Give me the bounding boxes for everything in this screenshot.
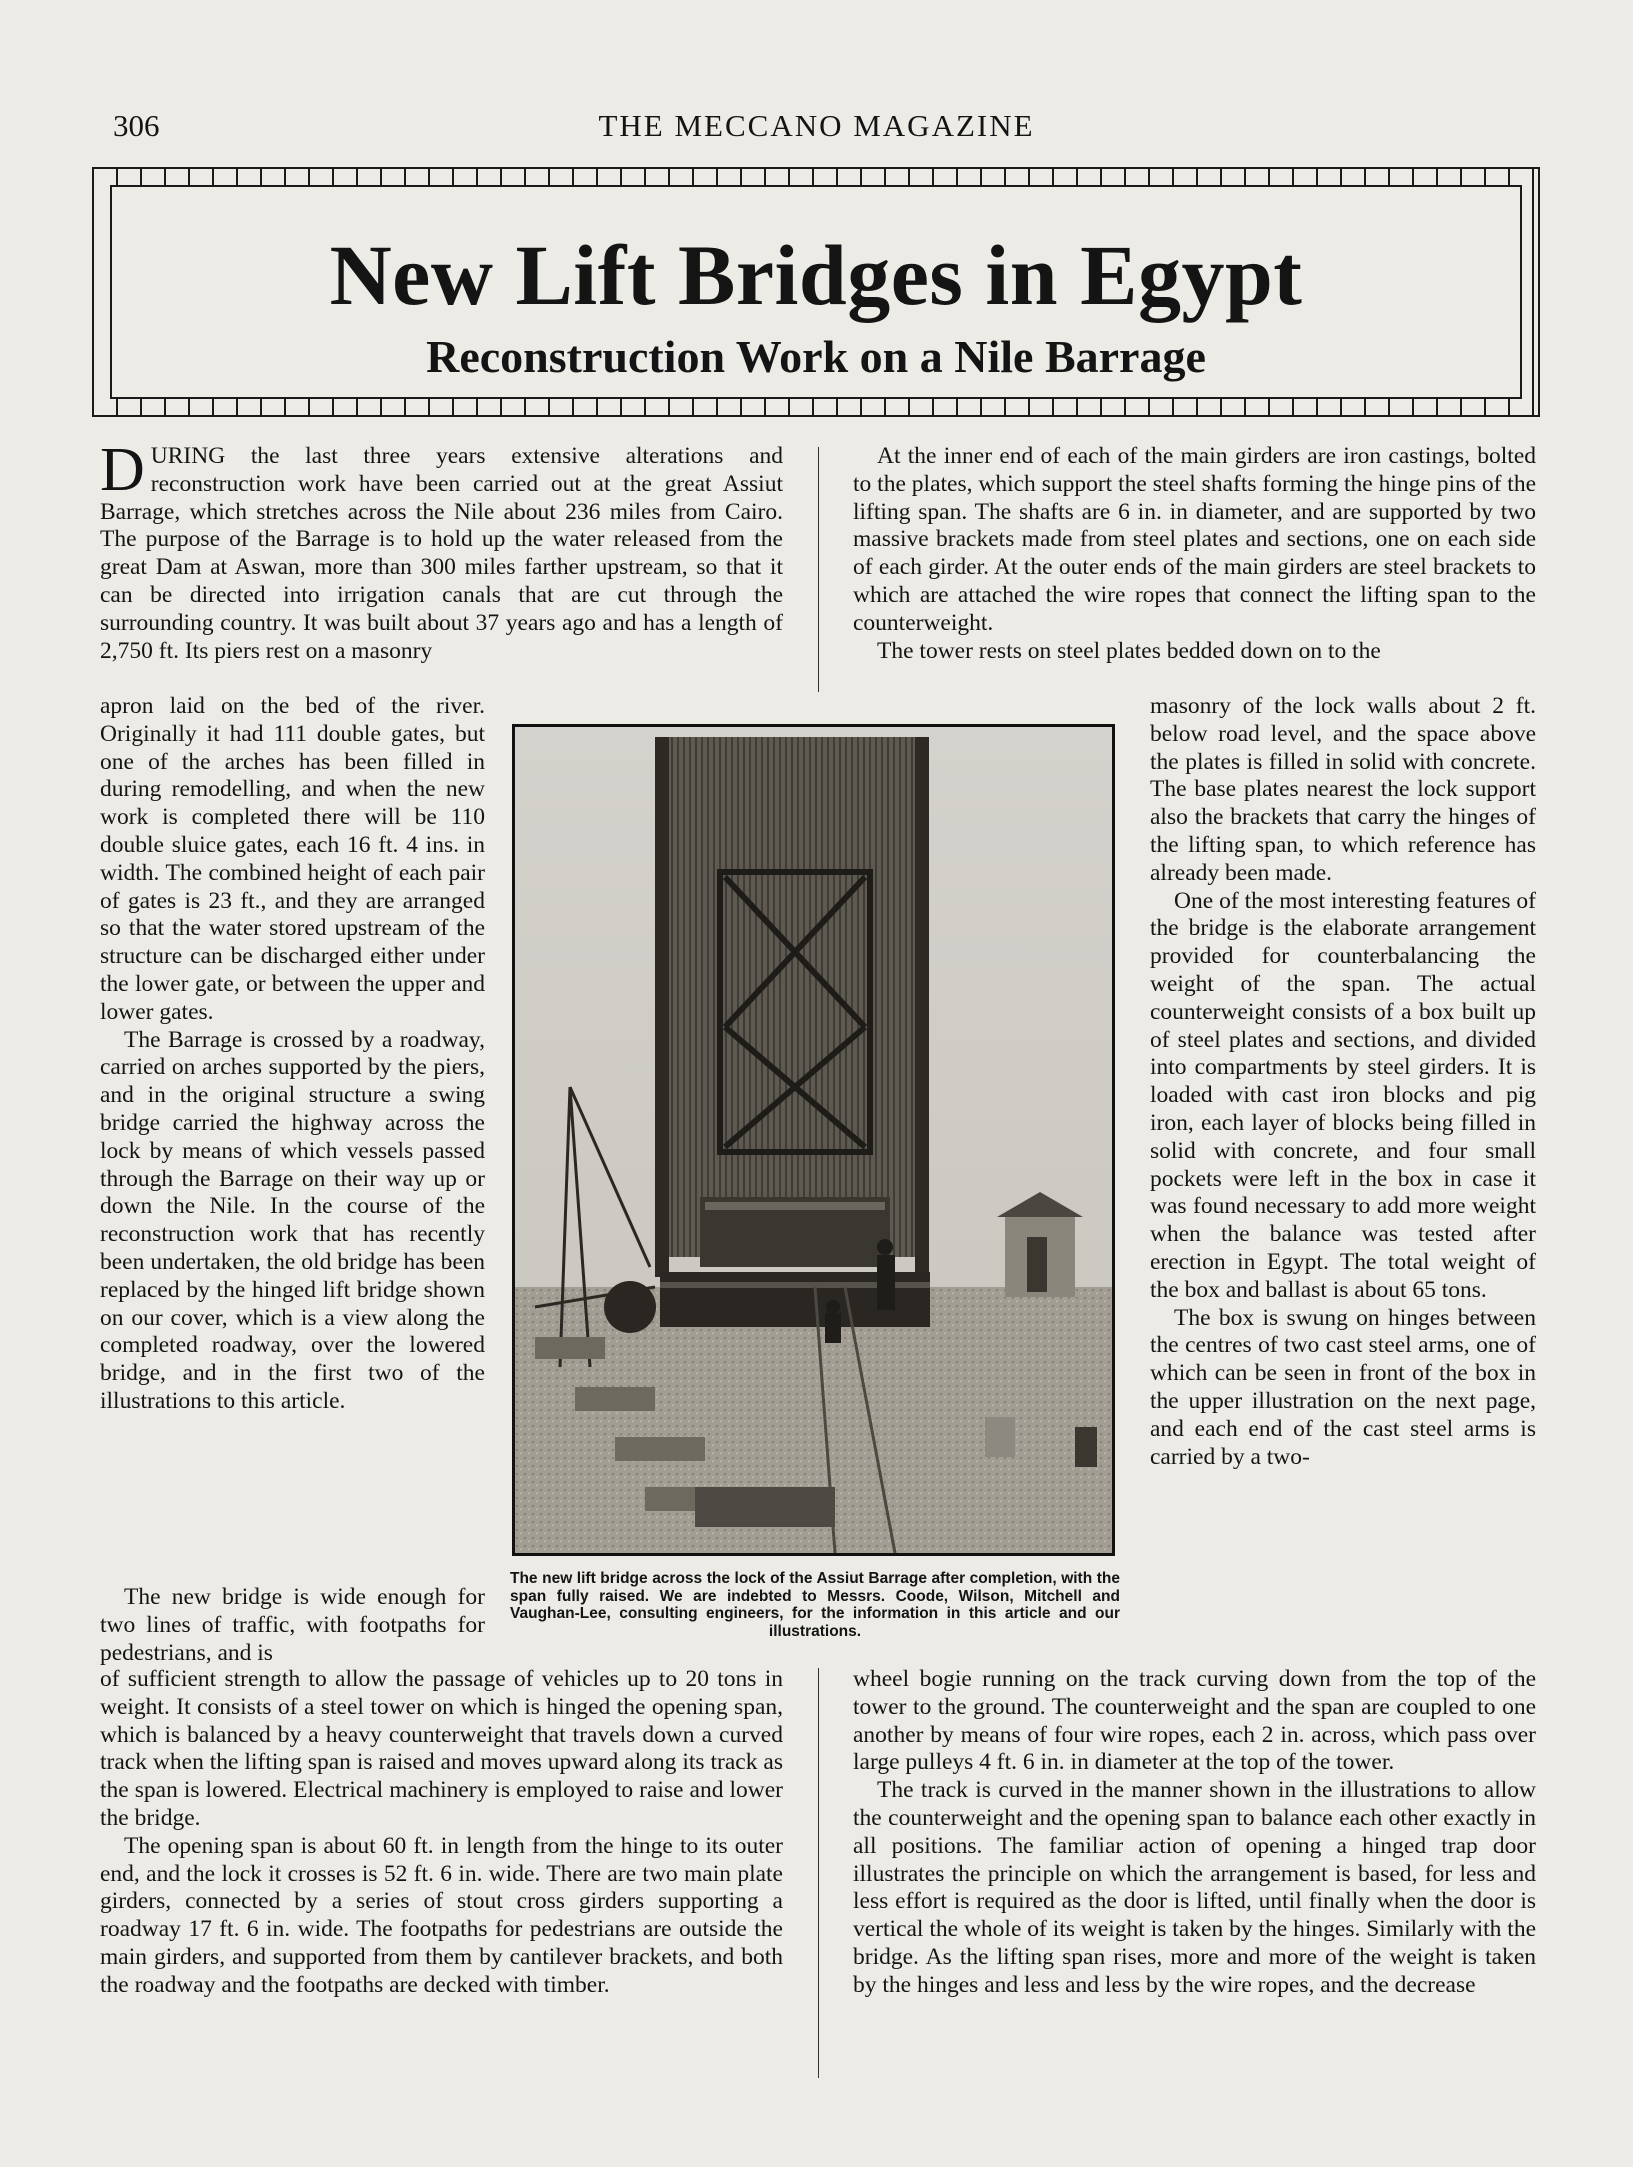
paragraph: The track is curved in the manner shown in the illustrations to allow the counterweight and the opening span to balance each other exactly in all positions. The familiar action of opening a hinged trap door illustrates the principle on which the arrangement is based, for less and less effort is required as the door is lifted, until finally when the door is vertical the whole of its weight is taken by the hinges. Similarly with the bridge. As the lifting span rises, more and more of the weight is taken by the hinges and less and less by the wire ropes, and the decrease (853, 1777, 1536, 1998)
page-number: 306 (113, 108, 160, 143)
drop-cap: D (100, 436, 145, 504)
article-title: New Lift Bridges in Egypt (329, 227, 1303, 323)
paragraph: The opening span is about 60 ft. in length from the hinge to its outer end, and the lock it crosses is 52 ft. 6 in. wide. There are two main plate girders, connected by a series of stout cross girders supporting a roadway 17 ft. 6 in. wide. The footpaths for pedestrians are outside the main girders, and supported from them by cantilever brackets, and both the roadway and the footpaths are decked with timber. (100, 1832, 783, 1998)
right-column-top (853, 443, 1536, 665)
bridge-photograph (512, 724, 1115, 1556)
paragraph: of sufficient strength to allow the passage of vehicles up to 20 tons in weight. It consists of a steel tower on which is hinged the opening span, which is balanced by a heavy counterweight that travels down a curved track when the lifting span is raised and moves upward along its track as the span is lowered. Electrical machinery is employed to raise and lower the bridge. (100, 1666, 783, 1831)
paragraph: apron laid on the bed of the river. Originally it had 111 double gates, but one of the arches has been filled in during remodelling, and when the new work is completed there will be 110 double sluice gates, each 16 ft. 4 ins. in width. The combined height of each pair of gates is 23 ft., and they are arranged so that the water stored upstream of the structure can be discharged either under the lower gate, or between the upper and lower gates. (100, 693, 485, 1025)
figure-caption: The new lift bridge across the lock of the Assiut Barrage after completion, with the span fully raised. We are indebted to Messrs. Coode, Wilson, Mitchell and Vaughan-Lee, consulting engineers, for the information in this article and our illustrations. (510, 1570, 1120, 1640)
column-rule (818, 1668, 819, 2078)
column-rule (818, 447, 819, 692)
left-column-bottom (100, 1666, 783, 2000)
paragraph: The box is swung on hinges between the centres of two cast steel arms, one of which can be seen in front of the box in the upper illustration on the next page, and each end of the cast steel arms is carried by a two- (1150, 1304, 1536, 1470)
left-column-narrow (100, 693, 485, 1416)
paragraph: The Barrage is crossed by a roadway, carried on arches supported by the piers, and in the original structure a swing bridge carried the highway across the lock by means of which vessels passed through the Barrage on their way up or down the Nile. In the course of the reconstruction work that has recently been undertaken, the old bridge has been replaced by the hinged lift bridge shown on our cover, which is a view along the completed roadway, over the lowered bridge, and in the first two of the illustrations to this article. (100, 1026, 485, 1414)
left-column-narrow-end (100, 1584, 485, 1667)
article-subtitle: Reconstruction Work on a Nile Barrage (426, 331, 1206, 382)
paragraph: At the inner end of each of the main girders are iron castings, bolted to the plates, which support the steel shafts forming the hinge pins of the lifting span. The shafts are 6 in. in diameter, and are supported by two massive brackets made from steel plates and sections, one on each side of each girder. At the outer ends of the main girders are steel brackets to which are attached the wire ropes that connect the lifting span to the counterweight. (853, 443, 1536, 636)
paragraph-intro (100, 436, 783, 665)
right-column-bottom (853, 1666, 1536, 2000)
right-column-narrow (1150, 693, 1536, 1471)
left-column-top (100, 436, 783, 665)
paragraph: wheel bogie running on the track curving down from the top of the tower to the ground. The counterweight and the span are coupled to one another by means of four wire ropes, each 2 in. across, which pass over large pulleys 4 ft. 6 in. in diameter at the top of the tower. (853, 1666, 1536, 1776)
paragraph: The tower rests on steel plates bedded down on to the (877, 637, 1381, 664)
paragraph: The new bridge is wide enough for two lines of traffic, with footpaths for pedestrians, and is (100, 1584, 485, 1666)
paragraph: masonry of the lock walls about 2 ft. below road level, and the space above the plates is filled in solid with concrete. The base plates nearest the lock support also the brackets that carry the hinges of the lifting span, to which reference has already been made. (1150, 693, 1536, 886)
running-header: THE MECCANO MAGAZINE (598, 108, 1035, 143)
title-frame (92, 167, 1540, 417)
paragraph: One of the most interesting features of the bridge is the elaborate arrangement provided for counterbalancing the weight of the span. The actual counterweight consists of a box built up of steel plates and sections, and divided into compartments by steel girders. It is loaded with cast iron blocks and pig iron, each layer of blocks being filled in solid with concrete, and four small pockets were left in the box in case it was found necessary to add more weight when the balance was tested after erection in Egypt. The total weight of the box and ballast is about 65 tons. (1150, 887, 1536, 1303)
intro-text: URING the last three years extensive alterations and reconstruction work have been carried out at the great Assiut Barrage, which stretches across the Nile about 236 miles from Cairo. The purpose of the Barrage is to hold up the water released from the great Dam at Aswan, more than 300 miles farther upstream, so that it can be directed into irrigation canals that are cut through the surrounding country. It was built about 37 years ago and has a length of 2,750 ft. Its piers rest on a masonry (100, 443, 783, 664)
